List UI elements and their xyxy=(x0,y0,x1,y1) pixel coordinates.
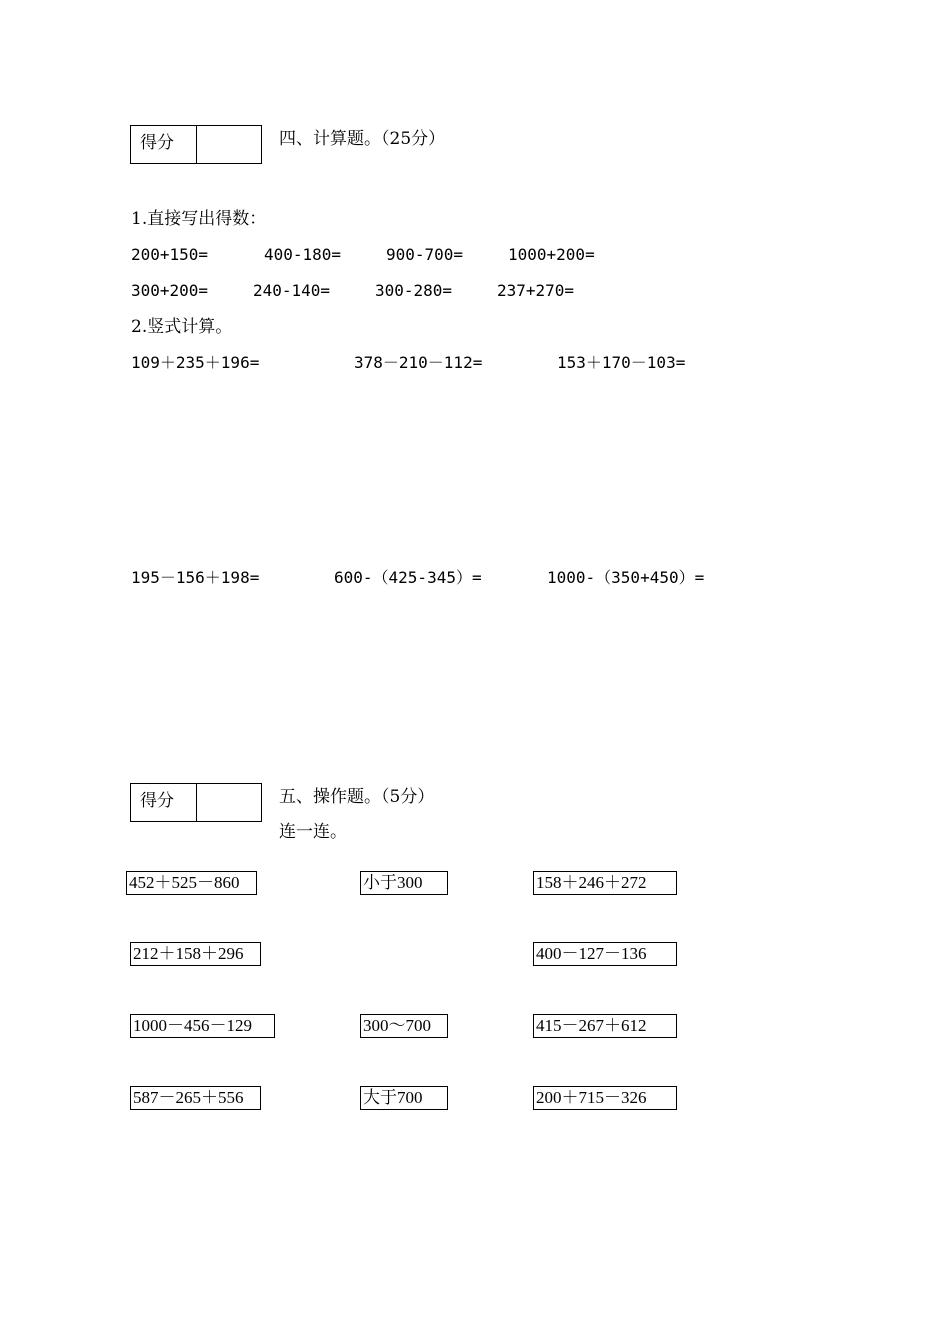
match-right-item[interactable]: 200＋715－326 xyxy=(533,1086,677,1110)
match-right-item[interactable]: 400－127－136 xyxy=(533,942,677,966)
score-label: 得分 xyxy=(131,784,197,821)
q2-title: 2.竖式计算。 xyxy=(131,317,233,337)
match-middle-item[interactable]: 小于300 xyxy=(360,871,448,895)
q1-item: 240-140= xyxy=(253,281,331,300)
q1-item: 237+270= xyxy=(497,281,575,300)
q2-item: 378－210－112= xyxy=(354,353,483,372)
q2-item: 195－156＋198= xyxy=(131,568,260,587)
match-middle-item[interactable]: 300～700 xyxy=(360,1014,448,1038)
q1-item: 300+200= xyxy=(131,281,209,300)
match-left-item[interactable]: 212＋158＋296 xyxy=(130,942,261,966)
match-left-item[interactable]: 452＋525－860 xyxy=(126,871,257,895)
match-right-item[interactable]: 415－267＋612 xyxy=(533,1014,677,1038)
q1-item: 300-280= xyxy=(375,281,453,300)
q2-item: 109＋235＋196= xyxy=(131,353,260,372)
q1-item: 1000+200= xyxy=(508,245,595,264)
q1-title: 1.直接写出得数： xyxy=(131,209,267,229)
section5-title: 五、操作题。（5分） xyxy=(279,787,435,807)
match-left-item[interactable]: 587－265＋556 xyxy=(130,1086,261,1110)
q2-item: 600-（425-345）= xyxy=(334,568,482,587)
q1-item: 400-180= xyxy=(264,245,342,264)
score-box-section4 xyxy=(130,125,262,164)
q1-item: 200+150= xyxy=(131,245,209,264)
q2-item: 1000-（350+450）= xyxy=(547,568,705,587)
match-middle-item[interactable]: 大于700 xyxy=(360,1086,448,1110)
section4-title: 四、计算题。（25分） xyxy=(279,129,446,149)
match-right-item[interactable]: 158＋246＋272 xyxy=(533,871,677,895)
score-label: 得分 xyxy=(131,126,197,163)
q2-item: 153＋170－103= xyxy=(557,353,686,372)
q1-item: 900-700= xyxy=(386,245,464,264)
match-left-item[interactable]: 1000－456－129 xyxy=(130,1014,275,1038)
score-box-section5 xyxy=(130,783,262,822)
section5-instruction: 连一连。 xyxy=(279,822,347,842)
